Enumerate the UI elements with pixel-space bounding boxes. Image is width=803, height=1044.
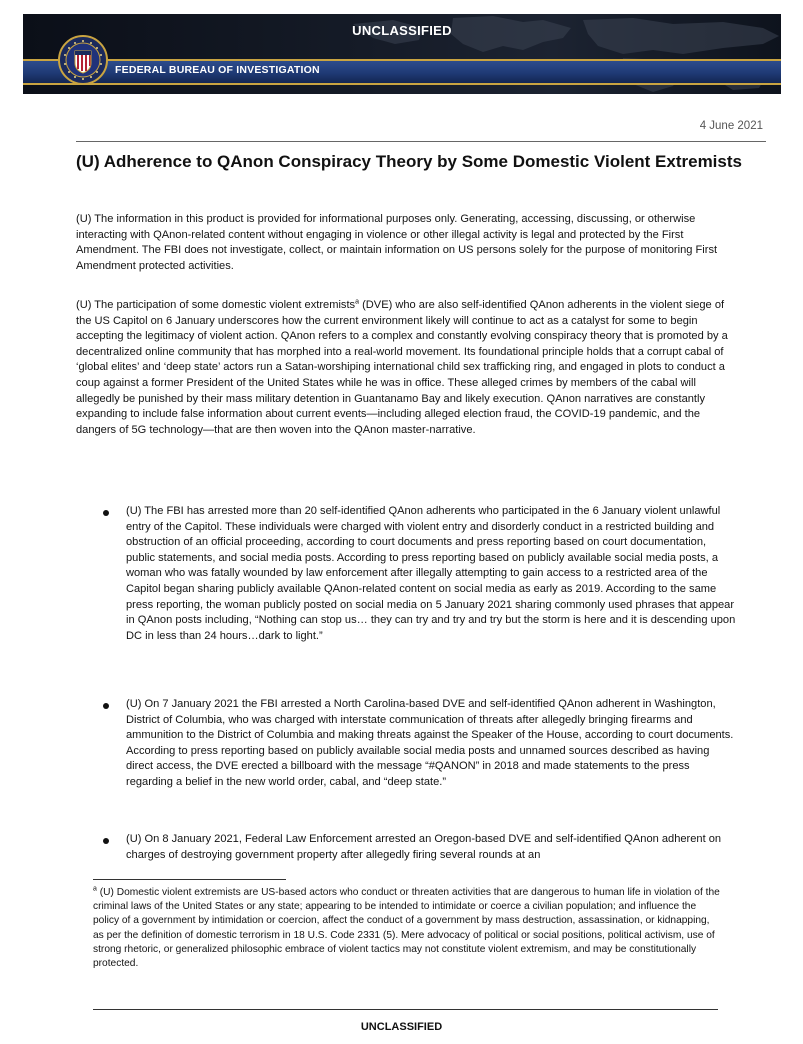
footnote-separator (93, 879, 286, 880)
list-item (104, 504, 736, 644)
header-banner (23, 14, 781, 94)
list-item-text: (U) On 8 January 2021, Federal Law Enforcement arrested an Oregon-based DVE and self-identified QAnon adherent on charges of destroying government property after allegedly firing several rounds at an (126, 833, 722, 861)
document-title: (U) Adherence to QAnon Conspiracy Theory by Some Domestic Violent Extremists (76, 152, 742, 171)
list-item (104, 697, 736, 791)
footnote-text: (U) Domestic violent extremists are US-based actors who conduct or threaten activities that are dangerous to human life in violation of the criminal laws of the United States or any state; appearing to be intended to intimidate or coerce a civilian population; and influence the policy of a government by intimidation or coercion, affect the conduct of a government by mass destruction, assassination, or kidnapping, as per the definition of domestic terrorism in 18 U.S. Code 2331 (5). Mere advocacy of political or social positions, political activism, use of strong rhetoric, or generalized philosophic embrace of violent tactics may not constitute violent extremism, and may be constitutionally protected. (93, 887, 720, 970)
banner-agency-name: FEDERAL BUREAU OF INVESTIGATION (115, 64, 320, 76)
banner-classification-label: UNCLASSIFIED (352, 23, 452, 38)
footer-classification-label: UNCLASSIFIED (360, 1021, 443, 1033)
list-item-text: (U) The FBI has arrested more than 20 self-identified QAnon adherents who participated in the 6 January violent unlawful entry of the Capitol. These individuals were charged with violent entry and disorderly conduct in a restricted building and obstruction of an official proceeding, according to court documents and press reporting based on court documentation, public statements, and social media posts. According to press reporting based on publicly available social media posts, a woman who was fatally wounded by law enforcement after illegally attempting to gain access to a restricted area of the Capitol began sharing publicly available QAnon-related content on social media as early as 2019. According to the same press reporting, the woman publicly posted on social media on 5 January 2021 sharing commonly used phrases that appear in QAnon posts including, “Nothing can stop us… they can try and try and try but the storm is here and it is descending upon DC in less than 24 hours…dark to light.” (126, 505, 736, 642)
body-paragraph-rest: (DVE) who are also self-identified QAnon adherents in the violent siege of the US Capitol on 6 January underscores how the current environment likely will continue to act as a catalyst for some to begin accepting the legitimacy of violent action. QAnon refers to a complex and constantly evolving conspiracy theory that is promoted by a decentralized online community that has morphed into a real-world movement. Its foundational principle holds that a corrupt cabal of ‘global elites’ and ‘deep state’ actors run a Satan-worshiping international child sex trafficking ring, and engaged in plots to conduct a coup against a former President of the United States while he was in office. These alleged crimes by members of the cabal will allegedly be punished by their mass military detention in Guantanamo Bay and likely execution. QAnon narratives are constantly expanding to include false information about current events—including alleged election fraud, the COVID-19 pandemic, and the dangers of 5G technology—that are then woven into the QAnon master-narrative. (76, 299, 728, 436)
header-rule (76, 141, 766, 142)
body-paragraph (76, 298, 736, 438)
intro-paragraph: (U) The information in this product is provided for informational purposes only. Generating, accessing, discussing, or otherwise interacting with QAnon-related content without engaging in violence or other illegal activity is legal and protected by the First Amendment. The FBI does not investigate, collect, or maintain information on US persons solely for the purpose of monitoring First Amendment protected activities. (76, 213, 718, 272)
footnote-reference: a (355, 298, 359, 306)
footnote-marker: a (93, 885, 97, 893)
body-paragraph-lead: (U) The participation of some domestic violent extremists (76, 299, 356, 311)
footnote (93, 886, 723, 971)
document-date: 4 June 2021 (699, 120, 763, 132)
list-item-text: (U) On 7 January 2021 the FBI arrested a North Carolina-based DVE and self-identified QAnon adherent in Washington, District of Columbia, who was charged with interstate communication of threats after allegedly bringing firearms and ammunition to the District of Columbia and making threats against the Speaker of the House, according to court documents. According to press reporting based on publicly available social media posts and unnamed sources described as having direct access, the DVE erected a billboard with the message “#QANON” in 2018 and made statements to the press regarding a belief in the new world order, cabal, and “deep state.” (126, 698, 734, 788)
list-item (104, 832, 736, 863)
footer-rule (93, 1009, 718, 1010)
fbi-seal-icon (58, 35, 108, 85)
